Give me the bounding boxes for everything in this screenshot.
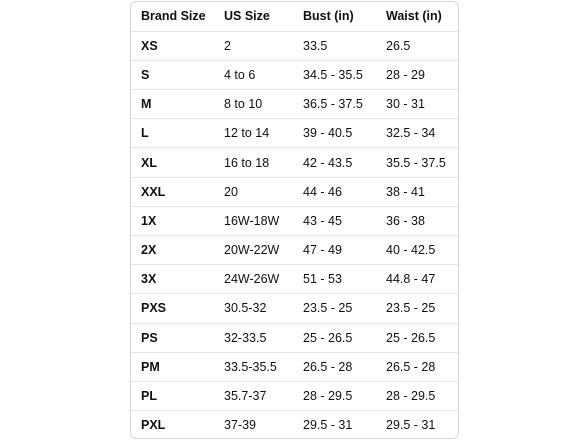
brand-size-cell: 3X — [131, 265, 214, 294]
table-row — [131, 352, 459, 381]
us-size-cell: 24W-26W — [214, 265, 293, 294]
brand-size-cell: L — [131, 119, 214, 148]
brand-size-cell: 1X — [131, 206, 214, 235]
bust-cell: 23.5 - 25 — [293, 294, 376, 323]
bust-cell: 43 - 45 — [293, 206, 376, 235]
waist-cell: 40 - 42.5 — [376, 236, 459, 265]
bust-cell: 28 - 29.5 — [293, 381, 376, 410]
waist-cell: 29.5 - 31 — [386, 418, 436, 433]
table-row — [131, 206, 459, 235]
waist-cell: 38 - 41 — [376, 177, 459, 206]
us-size-cell: 20W-22W — [214, 236, 293, 265]
bust-cell: 34.5 - 35.5 — [293, 60, 376, 89]
brand-size-cell: S — [131, 60, 214, 89]
table-row — [131, 236, 459, 265]
brand-size-cell: PS — [131, 323, 214, 352]
brand-size-cell: XXL — [131, 177, 214, 206]
bust-cell: 29.5 - 31 — [303, 418, 353, 433]
bust-cell: 51 - 53 — [293, 265, 376, 294]
brand-size-cell: PXS — [131, 294, 214, 323]
waist-cell: 26.5 - 28 — [376, 352, 459, 381]
waist-cell: 35.5 - 37.5 — [376, 148, 459, 177]
us-size-cell: 16W-18W — [214, 206, 293, 235]
brand-size-cell: PM — [131, 352, 214, 381]
table-row — [131, 294, 459, 323]
us-size-cell: 8 to 10 — [214, 90, 293, 119]
header-bust: Bust (in) — [293, 2, 376, 31]
size-chart-table — [131, 2, 459, 439]
waist-cell: 28 - 29.5 — [376, 381, 459, 410]
us-size-cell: 4 to 6 — [214, 60, 293, 89]
us-size-cell: 37-39 — [224, 418, 256, 433]
bust-cell: 39 - 40.5 — [293, 119, 376, 148]
brand-size-cell: 2X — [131, 236, 214, 265]
us-size-cell: 30.5-32 — [214, 294, 293, 323]
table-row — [131, 148, 459, 177]
table-row — [131, 381, 459, 410]
waist-cell: 36 - 38 — [376, 206, 459, 235]
brand-size-cell: PXL — [141, 418, 166, 433]
bust-cell: 26.5 - 28 — [293, 352, 376, 381]
bust-cell: 25 - 26.5 — [293, 323, 376, 352]
header-waist: Waist (in) — [376, 2, 459, 31]
table-row — [131, 60, 459, 89]
brand-size-cell: XL — [131, 148, 214, 177]
us-size-cell: 12 to 14 — [214, 119, 293, 148]
brand-size-cell: M — [131, 90, 214, 119]
waist-cell: 30 - 31 — [376, 90, 459, 119]
header-row — [131, 2, 459, 31]
header-brand-size: Brand Size — [131, 2, 214, 31]
brand-size-cell: XS — [131, 31, 214, 60]
waist-cell: 23.5 - 25 — [376, 294, 459, 323]
waist-cell: 44.8 - 47 — [376, 265, 459, 294]
size-chart-card — [130, 1, 459, 439]
us-size-cell: 33.5-35.5 — [214, 352, 293, 381]
bust-cell: 36.5 - 37.5 — [293, 90, 376, 119]
table-row — [131, 119, 459, 148]
bust-cell: 47 - 49 — [293, 236, 376, 265]
waist-cell: 28 - 29 — [376, 60, 459, 89]
bust-cell: 42 - 43.5 — [293, 148, 376, 177]
table-row — [131, 90, 459, 119]
table-row — [131, 265, 459, 294]
header-us-size: US Size — [214, 2, 293, 31]
table-row — [131, 323, 459, 352]
brand-size-cell: PL — [131, 381, 214, 410]
us-size-cell: 35.7-37 — [214, 381, 293, 410]
waist-cell: 26.5 — [376, 31, 459, 60]
size-chart-body — [131, 31, 459, 439]
table-row — [131, 177, 459, 206]
bust-cell: 33.5 — [293, 31, 376, 60]
waist-cell: 32.5 - 34 — [376, 119, 459, 148]
us-size-cell: 2 — [214, 31, 293, 60]
us-size-cell: 32-33.5 — [214, 323, 293, 352]
bust-cell: 44 - 46 — [293, 177, 376, 206]
table-row — [131, 31, 459, 60]
table-row — [131, 411, 459, 439]
us-size-cell: 20 — [214, 177, 293, 206]
waist-cell: 25 - 26.5 — [376, 323, 459, 352]
us-size-cell: 16 to 18 — [214, 148, 293, 177]
